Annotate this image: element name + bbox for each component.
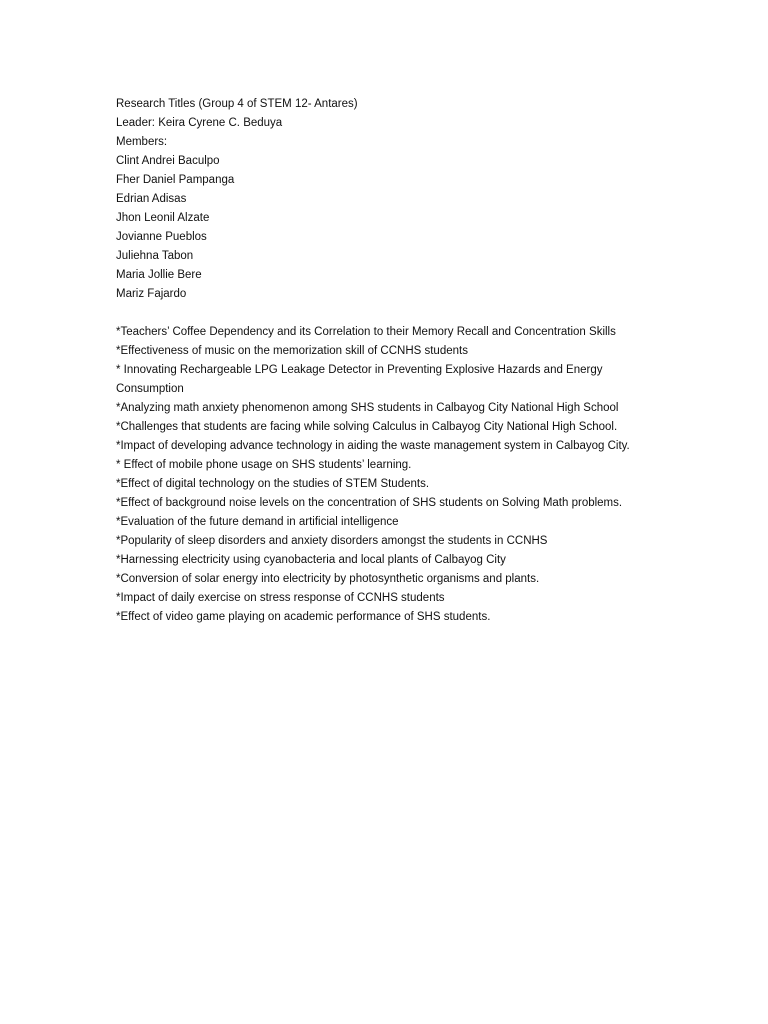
member-name: Jhon Leonil Alzate xyxy=(116,212,210,224)
research-title-item: *Effect of video game playing on academic performance of SHS students. xyxy=(116,611,491,623)
member-name: Clint Andrei Baculpo xyxy=(116,155,220,167)
research-title-item: *Challenges that students are facing while solving Calculus in Calbayog City National High School. xyxy=(116,421,618,433)
research-title-item: *Analyzing math anxiety phenomenon among SHS students in Calbayog City National High School xyxy=(116,402,619,414)
document-title: Research Titles (Group 4 of STEM 12- Antares) xyxy=(116,98,358,110)
research-title-item: *Impact of daily exercise on stress response of CCNHS students xyxy=(116,592,445,604)
research-title-item: *Popularity of sleep disorders and anxiety disorders amongst the students in CCNHS xyxy=(116,535,548,547)
research-title-item: *Teachers’ Coffee Dependency and its Correlation to their Memory Recall and Concentration Skills xyxy=(116,326,616,338)
research-title-item: *Harnessing electricity using cyanobacteria and local plants of Calbayog City xyxy=(116,554,506,566)
member-name: Edrian Adisas xyxy=(116,193,187,205)
research-title-item: *Effect of digital technology on the studies of STEM Students. xyxy=(116,478,430,490)
member-name: Mariz Fajardo xyxy=(116,288,187,300)
research-title-item: * Innovating Rechargeable LPG Leakage Detector in Preventing Explosive Hazards and Energy Consumption xyxy=(116,364,603,395)
leader-line: Leader: Keira Cyrene C. Beduya xyxy=(116,117,283,129)
research-title-item: *Effectiveness of music on the memorization skill of CCNHS students xyxy=(116,345,468,357)
research-title-item: * Effect of mobile phone usage on SHS students’ learning. xyxy=(116,459,412,471)
member-name: Maria Jollie Bere xyxy=(116,269,202,281)
members-list xyxy=(116,152,661,304)
research-titles-list xyxy=(116,323,661,627)
research-title-item: *Effect of background noise levels on the concentration of SHS students on Solving Math problems. xyxy=(116,497,623,509)
member-name: Jovianne Pueblos xyxy=(116,231,207,243)
research-title-item: *Evaluation of the future demand in artificial intelligence xyxy=(116,516,399,528)
member-name: Juliehna Tabon xyxy=(116,250,194,262)
paragraph-gap xyxy=(116,304,661,323)
members-label: Members: xyxy=(116,136,168,148)
document-body xyxy=(116,95,661,627)
member-name: Fher Daniel Pampanga xyxy=(116,174,235,186)
research-title-item: *Impact of developing advance technology in aiding the waste management system in Calbayog City. xyxy=(116,440,630,452)
research-title-item: *Conversion of solar energy into electricity by photosynthetic organisms and plants. xyxy=(116,573,540,585)
